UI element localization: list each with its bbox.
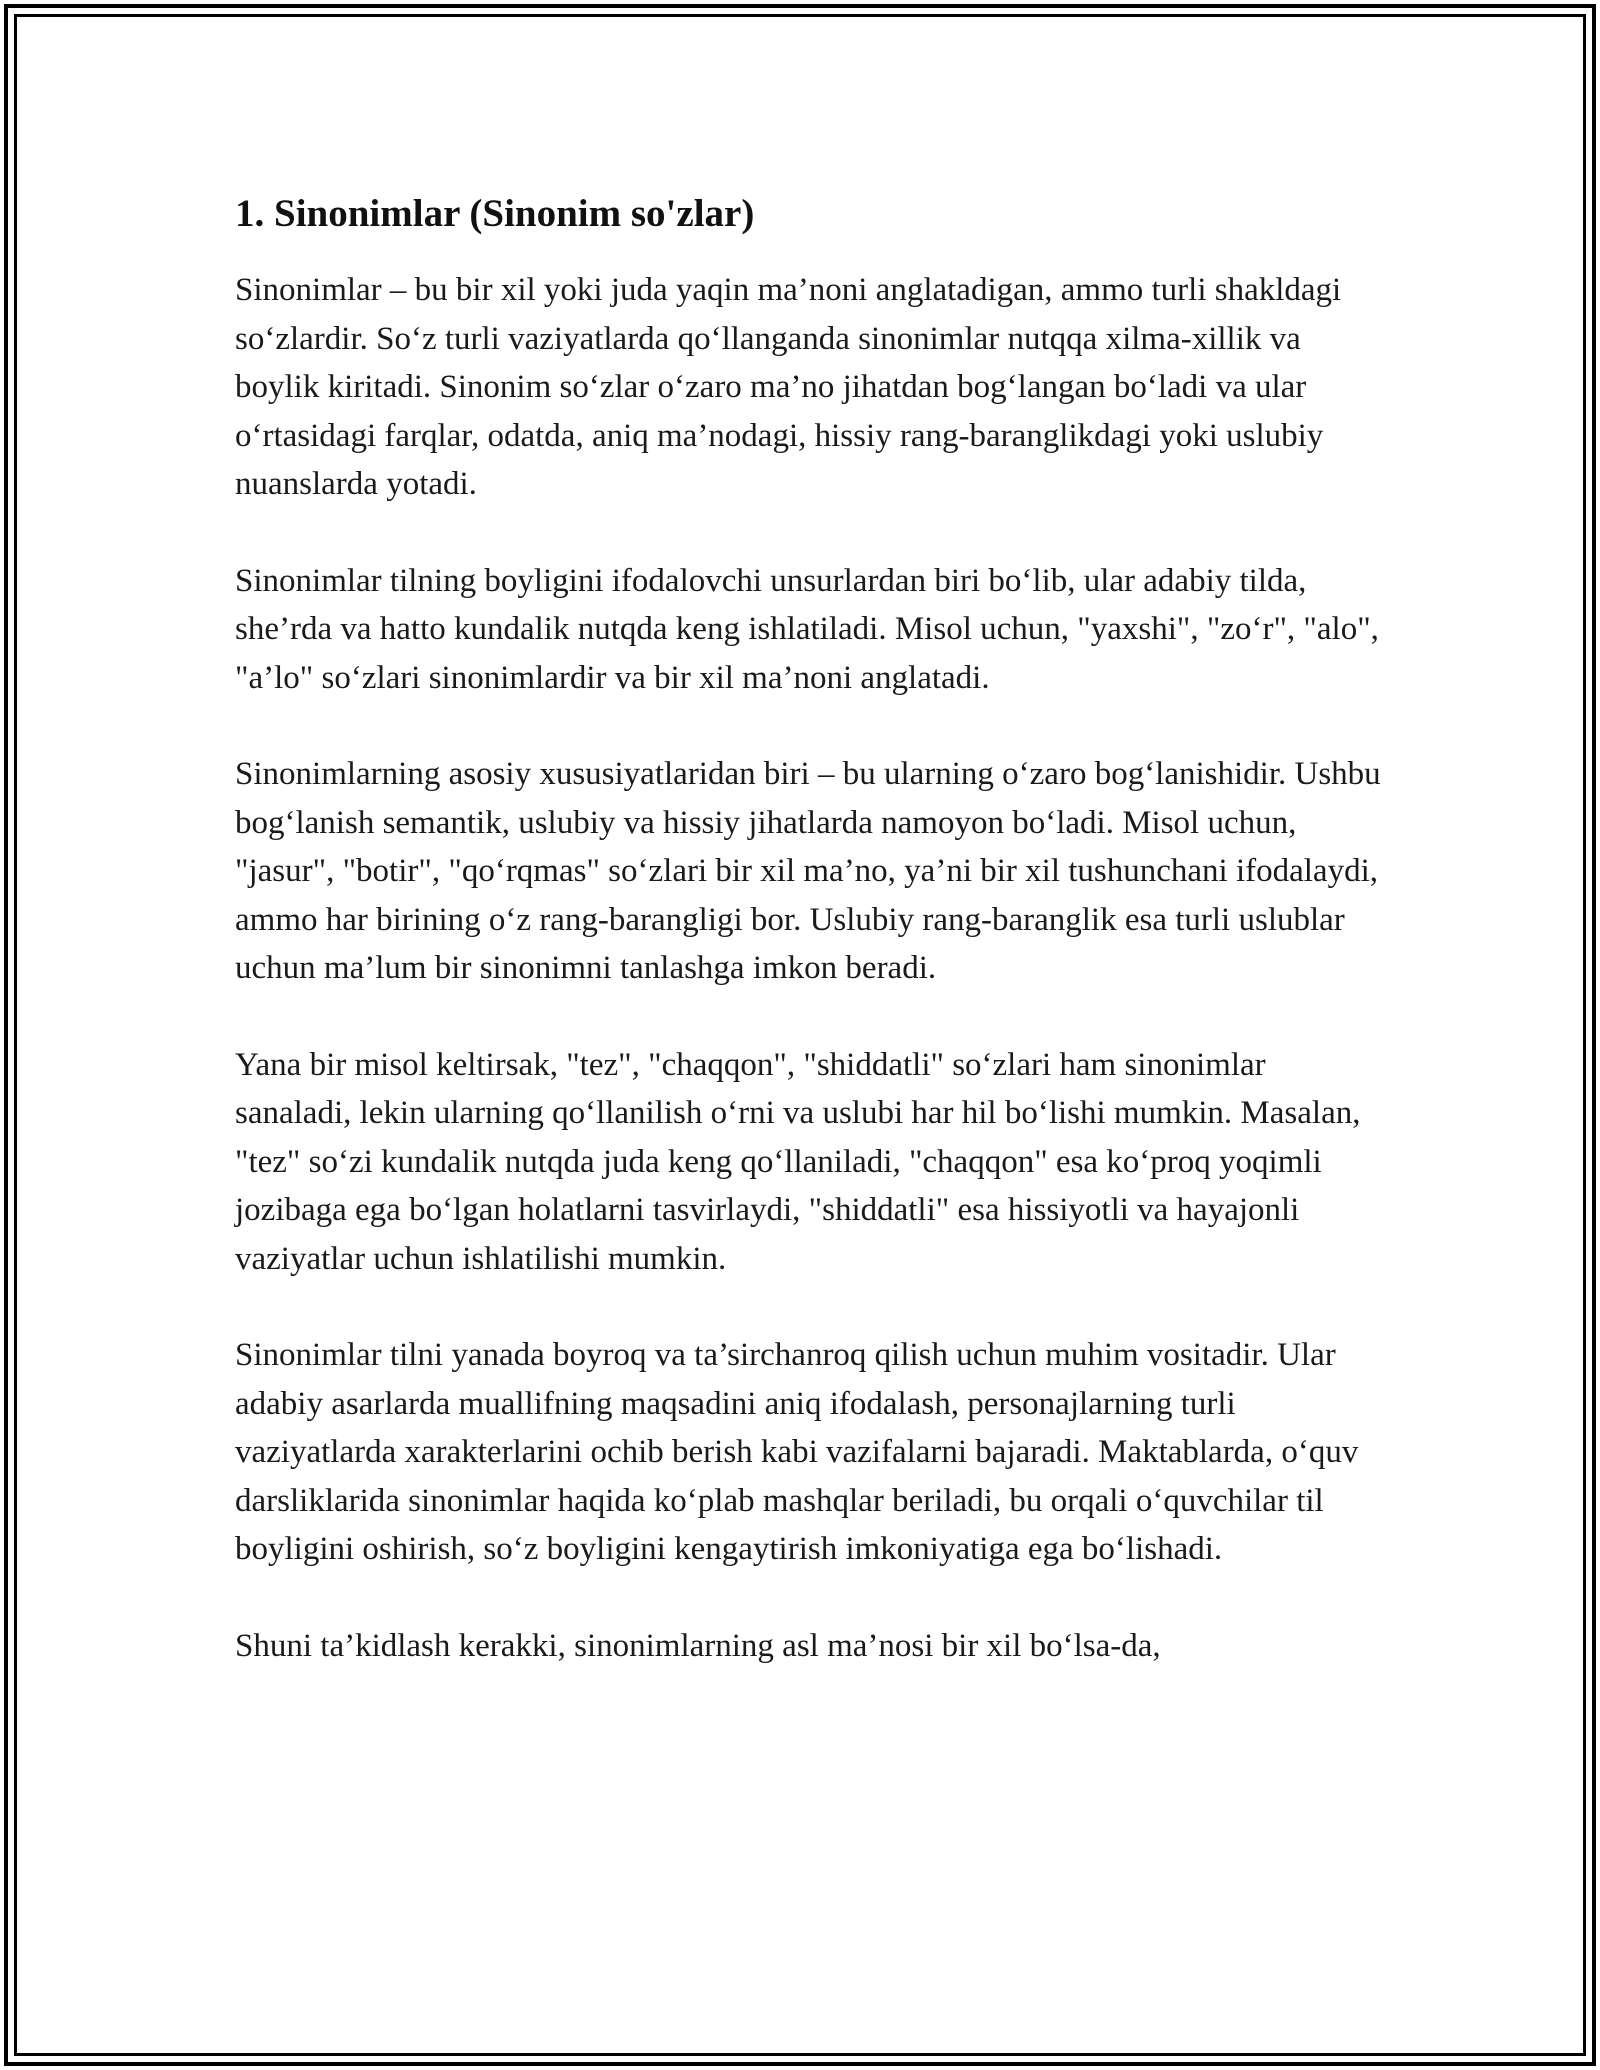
- document-body: [235, 188, 1385, 1718]
- paragraph-connection: Sinonimlarning asosiy xususiyatlaridan biri – bu ularning o‘zaro bog‘lanishidir. Ushbu bog‘lanish semantik, uslubiy va hissiy jihatlarda namoyon bo‘ladi. Misol uchun, "jasur", "botir", "qo‘rqmas" so‘zlari bir xil ma’no, ya’ni bir xil tushunchani ifodalaydi, ammo har birining o‘z rang-barangligi bor. Uslubiy rang-baranglik esa turli uslublar uchun ma’lum bir sinonimni tanlashga imkon beradi.: [235, 756, 1381, 986]
- paragraph-conclusion: Shuni ta’kidlash kerakki, sinonimlarning asl ma’nosi bir xil bo‘lsa-da,: [235, 1627, 1161, 1664]
- paragraph-importance: Sinonimlar tilni yanada boyroq va ta’sirchanroq qilish uchun muhim vositadir. Ular adabiy asarlarda muallifning maqsadini aniq ifodalash, personajlarning turli vaziyatlarda xarakterlarini ochib berish kabi vazifalarni bajaradi. Maktablarda, o‘quv darsliklarida sinonimlar haqida ko‘plab mashqlar beriladi, bu orqali o‘quvchilar til boyligini oshirish, so‘z boyligini kengaytirish imkoniyatiga ega bo‘lishadi.: [235, 1337, 1359, 1567]
- paragraph-richness: Sinonimlar tilning boyligini ifodalovchi unsurlardan biri bo‘lib, ular adabiy tilda, she’rda va hatto kundalik nutqda keng ishlatiladi. Misol uchun, "yaxshi", "zo‘r", "alo", "a’lo" so‘zlari sinonimlardir va bir xil ma’noni anglatadi.: [235, 562, 1379, 696]
- paragraph-definition: Sinonimlar – bu bir xil yoki juda yaqin ma’noni anglatadigan, ammo turli shakldagi so‘zlardir. So‘z turli vaziyatlarda qo‘llanganda sinonimlar nutqqa xilma-xillik va boylik kiritadi. Sinonim so‘zlar o‘zaro ma’no jihatdan bog‘langan bo‘ladi va ular o‘rtasidagi farqlar, odatda, aniq ma’nodagi, hissiy rang-baranglikdagi yoki uslubiy nuanslarda yotadi.: [235, 272, 1342, 502]
- paragraph-example: Yana bir misol keltirsak, "tez", "chaqqon", "shiddatli" so‘zlari ham sinonimlar sanaladi, lekin ularning qo‘llanilish o‘rni va uslubi har hil bo‘lishi mumkin. Masalan, "tez" so‘zi kundalik nutqda juda keng qo‘llaniladi, "chaqqon" esa ko‘proq yoqimli jozibaga ega bo‘lgan holatlarni tasvirlaydi, "shiddatli" esa hissiyotli va hayajonli vaziyatlar uchun ishlatilishi mumkin.: [235, 1046, 1361, 1277]
- section-heading: 1. Sinonimlar (Sinonim so'zlar): [235, 192, 755, 235]
